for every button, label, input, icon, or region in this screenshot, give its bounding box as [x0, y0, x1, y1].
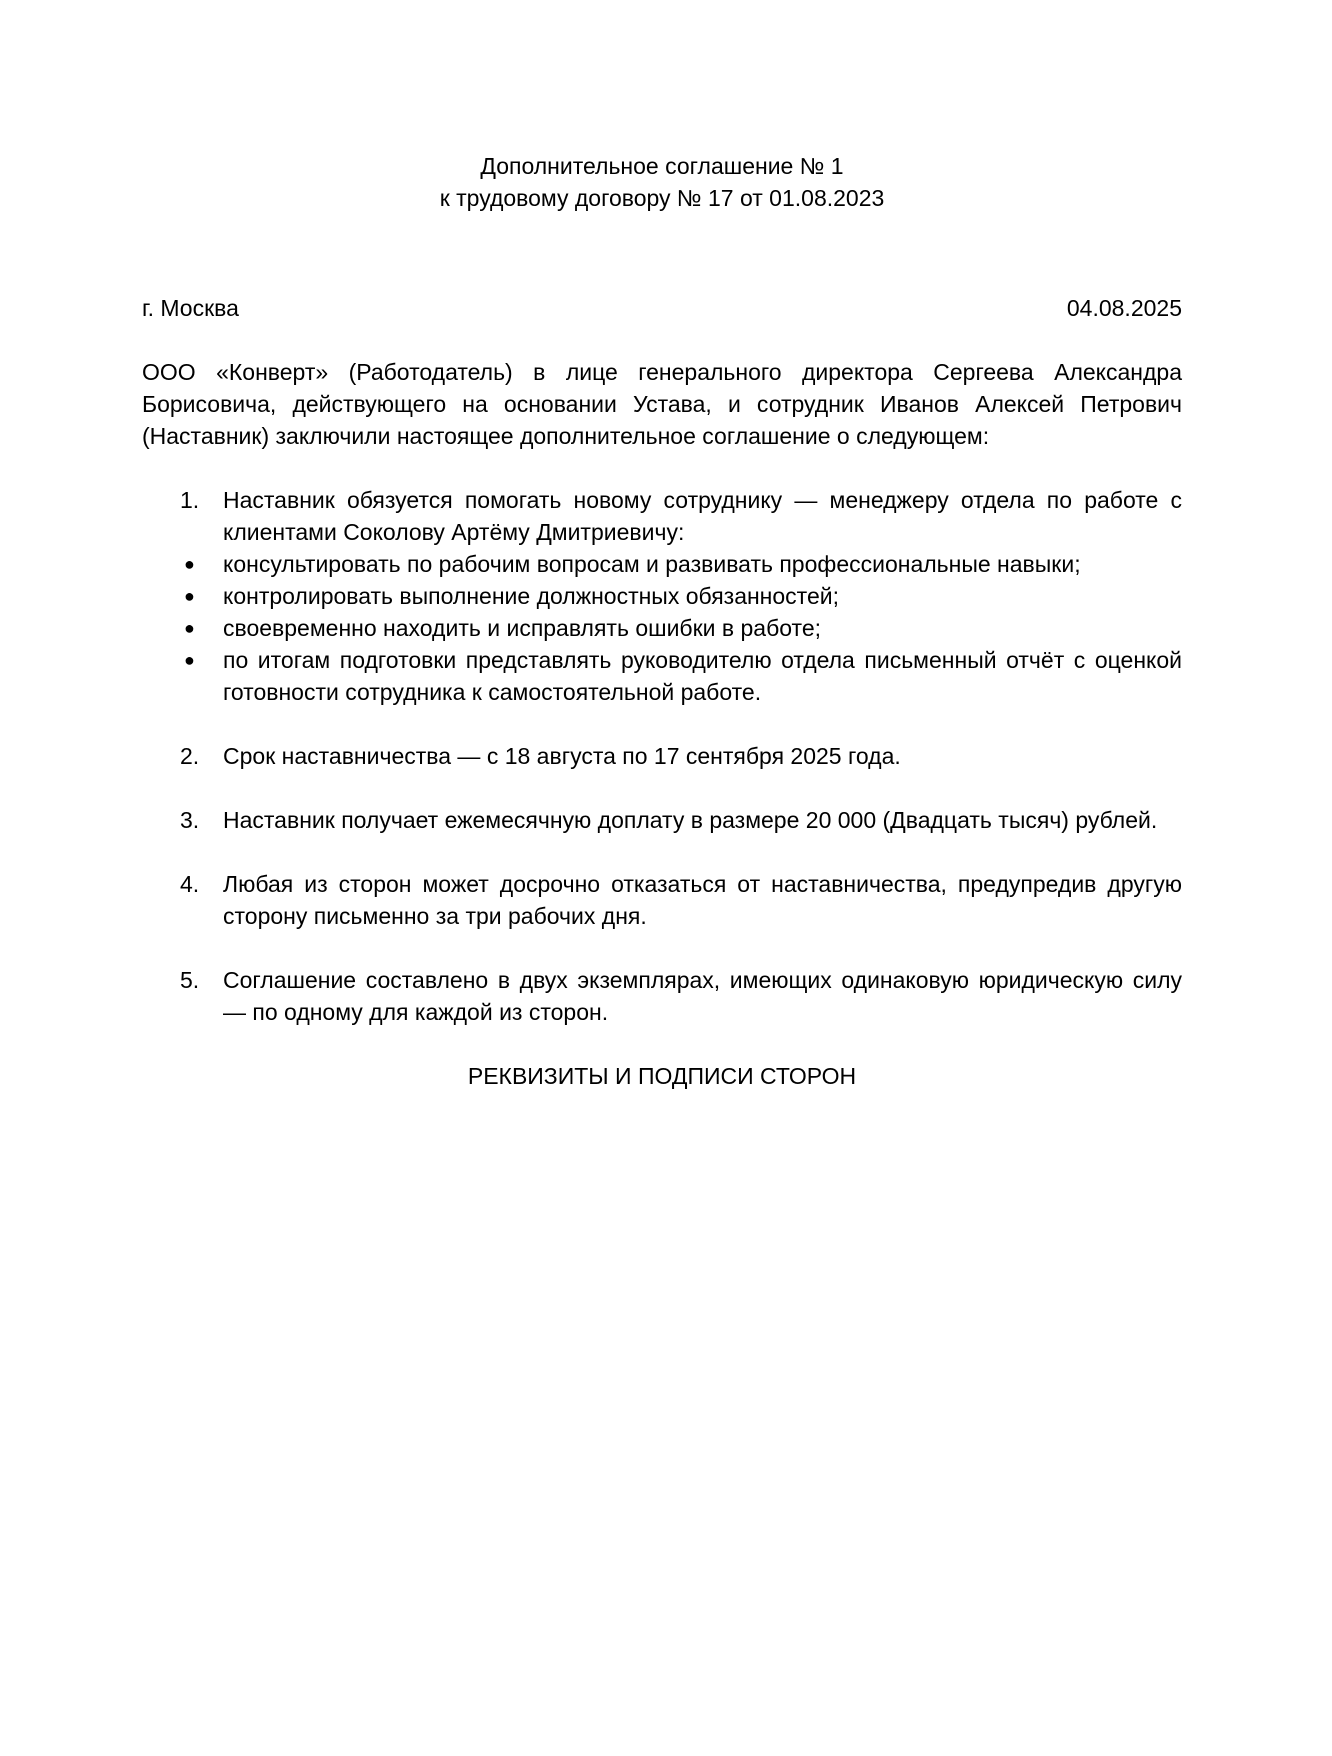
bullet-icon: ● — [184, 618, 195, 638]
bullet-text: консультировать по рабочим вопросам и развивать профессиональные навыки; — [223, 551, 1081, 577]
item-text: Соглашение составлено в двух экземплярах, имеющих одинаковую юридическую силу — по одному для каждой из сторон. — [223, 967, 1182, 1025]
title-line-2: к трудовому договору № 17 от 01.08.2023 — [439, 185, 885, 211]
item-number: 5. — [180, 967, 200, 993]
item-text: Любая из сторон может досрочно отказаться от наставничества, предупредив другую сторону письменно за три рабочих дня. — [223, 871, 1182, 929]
item-text: Наставник обязуется помогать новому сотруднику — менеджеру отдела по работе с клиентами Соколову Артёму Дмитриевичу: — [223, 487, 1182, 545]
list-item-4 — [142, 868, 1182, 932]
bullet-icon: ● — [184, 554, 195, 574]
list-item-2 — [142, 740, 1182, 772]
bullet-text: своевременно находить и исправлять ошибки в работе; — [223, 615, 821, 641]
signatures-heading: РЕКВИЗИТЫ И ПОДПИСИ СТОРОН — [467, 1063, 857, 1089]
item-number: 3. — [180, 807, 200, 833]
list-item-3 — [142, 804, 1182, 836]
document-page — [142, 150, 1182, 1092]
bullet-icon: ● — [184, 586, 195, 606]
list-item-5 — [142, 964, 1182, 1028]
item-number: 1. — [180, 487, 200, 513]
item-number: 4. — [180, 871, 200, 897]
place-date-row — [142, 292, 1182, 324]
item-text: Наставник получает ежемесячную доплату в размере 20 000 (Двадцать тысяч) рублей. — [223, 807, 1158, 833]
title-line-1: Дополнительное соглашение № 1 — [480, 153, 844, 179]
bullet-item — [142, 580, 1182, 612]
item-number: 2. — [180, 743, 200, 769]
intro-paragraph: ООО «Конверт» (Работодатель) в лице генерального директора Сергеева Александра Борисовича, действующего на основании Устава, и сотрудник Иванов Алексей Петрович (Наставник) заключили настоящее дополнительное соглашение о следующем: — [142, 359, 1182, 449]
bullet-item — [142, 644, 1182, 708]
list-item-1 — [142, 484, 1182, 548]
bullet-item — [142, 612, 1182, 644]
bullet-item — [142, 548, 1182, 580]
place: г. Москва — [142, 295, 239, 321]
agreement-items — [142, 484, 1182, 1028]
document-title — [142, 150, 1182, 214]
date: 04.08.2025 — [1066, 295, 1182, 321]
bullet-text: контролировать выполнение должностных обязанностей; — [223, 583, 839, 609]
item-text: Срок наставничества — с 18 августа по 17 сентября 2025 года. — [223, 743, 901, 769]
bullet-text: по итогам подготовки представлять руководителю отдела письменный отчёт с оценкой готовности сотрудника к самостоятельной работе. — [223, 647, 1182, 705]
bullet-icon: ● — [184, 650, 195, 670]
